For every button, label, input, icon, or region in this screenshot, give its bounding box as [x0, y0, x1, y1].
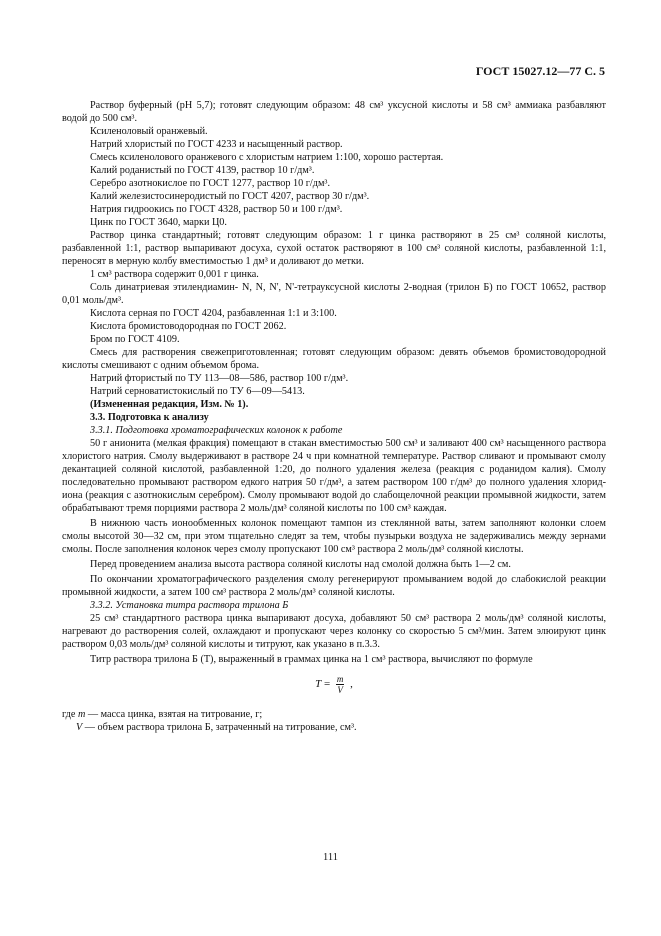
paragraph: Раствор цинка стандартный; готовят следующим образом: 1 г цинка растворяют в 25 см³ соляной кислоты, разбавленной 1:1, раствор выпаривают досуха, сухой остаток растворяют в 100 см³ соляной кислоты, разбавленной 1:1, переносят в мерную колбу вместимостью 1 дм³ и доливают до метки. [62, 230, 606, 267]
paragraph: Кислота бромистоводородная по ГОСТ 2062. [90, 321, 287, 332]
paragraph-list [62, 99, 606, 666]
paragraph: 1 см³ раствора содержит 0,001 г цинка. [90, 269, 259, 280]
definition-row [62, 708, 606, 721]
formula-lhs: T [315, 678, 322, 691]
paragraph: Бром по ГОСТ 4109. [90, 334, 180, 345]
paragraph: Калий железистосинеродистый по ГОСТ 4207, раствор 30 г/дм³. [90, 191, 370, 202]
paragraph: (Измененная редакция, Изм. № 1). [90, 399, 249, 410]
paragraph: Калий роданистый по ГОСТ 4139, раствор 10 г/дм³. [90, 165, 315, 176]
paragraph: По окончании хроматографического разделения смолу регенерируют промыванием водой до слабокислой реакции промывной жидкости, а затем 100 см³ раствора 2 моль/дм³ соляной кислоты. [62, 574, 606, 598]
document-body [62, 99, 606, 734]
paragraph: 3.3. Подготовка к анализу [90, 412, 209, 423]
paragraph: 3.3.2. Установка титра раствора трилона Б [90, 600, 289, 611]
paragraph: Натрий серноватистокислый по ТУ 6—09—5413. [90, 386, 305, 397]
definition-var: V [76, 722, 83, 733]
paragraph: Кислота серная по ГОСТ 4204, разбавленная 1:1 и 3:100. [90, 308, 337, 319]
formula-denominator: V [337, 685, 343, 695]
paragraph: Цинк по ГОСТ 3640, марки Ц0. [90, 217, 227, 228]
definition-text: — объем раствора трилона Б, затраченный на титрование, см³. [84, 722, 357, 733]
definition-var: m [77, 709, 86, 720]
page-number: 111 [323, 852, 338, 863]
paragraph: Ксиленоловый оранжевый. [90, 126, 208, 137]
definitions [62, 708, 606, 734]
paragraph: Раствор буферный (рН 5,7); готовят следующим образом: 48 см³ уксусной кислоты и 58 см³ аммиака разбавляют водой до 500 см³. [62, 100, 606, 124]
paragraph: 50 г анионита (мелкая фракция) помещают в стакан вместимостью 500 см³ и заливают 400 см³ насыщенного раствора хлористого натрия. Смолу выдерживают в растворе 24 ч при комнатной температуре. Раствор сливают и промывают смолу декантацией соляной кислотой, разбавленной 1:20, до полного удаления железа (реакция с роданидом калия). Смолу последовательно промывают раствором едкого натрия 50 г/дм³, а затем раствором 100 г/дм³ до полного удаления хлорид-иона (реакция с азотнокислым серебром). Смолу промывают водой до слабощелочной реакции промывной жидкости, затем обрабатывают тремя порциями раствора 2 моль/дм³ соляной кислоты по 100 см³ каждая. [62, 438, 606, 514]
paragraph: Смесь для растворения свежеприготовленная; готовят следующим образом: девять объемов бромистоводородной кислоты смешивают с одним объемом брома. [62, 347, 606, 371]
definition-lead: где [62, 709, 76, 720]
definition-row [62, 721, 606, 734]
paragraph: Серебро азотнокислое по ГОСТ 1277, раствор 10 г/дм³. [90, 178, 330, 189]
formula-numerator: m [336, 674, 344, 684]
paragraph: Перед проведением анализа высота раствора соляной кислоты над смолой должна быть 1—2 см. [90, 559, 511, 570]
paragraph: 3.3.1. Подготовка хроматографических колонок к работе [90, 425, 343, 436]
paragraph: Натрий хлористый по ГОСТ 4233 и насыщенный раствор. [90, 139, 343, 150]
page-header: ГОСТ 15027.12—77 С. 5 [475, 64, 605, 78]
paragraph: Натрий фтористый по ТУ 113—08—586, раствор 100 г/дм³. [90, 373, 349, 384]
formula-tail: , [350, 678, 353, 691]
definition-text: — масса цинка, взятая на титрование, г; [87, 709, 263, 720]
formula-fraction [336, 674, 345, 695]
formula [62, 674, 606, 700]
paragraph: В нижнюю часть ионообменных колонок помещают тампон из стеклянной ваты, затем заполняют колонки слоем смолы высотой 30—32 см, при этом тщательно следят за тем, чтобы пузырьки воздуха не задерживались между зернами смолы. После заполнения колонок через смолу пропускают 100 см³ раствора 2 моль/дм³ соляной кислоты. [62, 518, 606, 555]
paragraph: Соль динатриевая этилендиамин- N, N, N', N'-тетрауксусной кислоты 2-водная (трилон Б) по ГОСТ 10652, раствор 0,01 моль/дм³. [62, 282, 606, 306]
paragraph: Смесь ксиленолового оранжевого с хлористым натрием 1:100, хорошо растертая. [90, 152, 444, 163]
formula-equals: = [323, 678, 331, 691]
paragraph: 25 см³ стандартного раствора цинка выпаривают досуха, добавляют 50 см³ раствора 2 моль/дм³ соляной кислоты, нагревают до растворения солей, охлаждают и пропускают через колонку со скоростью 5 см³/мин. Затем элюируют цинк раствором 0,03 моль/дм³ соляной кислоты и титруют, как указано в п.3.3. [62, 613, 606, 650]
paragraph: Натрия гидроокись по ГОСТ 4328, раствор 50 и 100 г/дм³. [90, 204, 343, 215]
paragraph: Титр раствора трилона Б (Т), выраженный в граммах цинка на 1 см³ раствора, вычисляют по формуле [90, 654, 533, 665]
